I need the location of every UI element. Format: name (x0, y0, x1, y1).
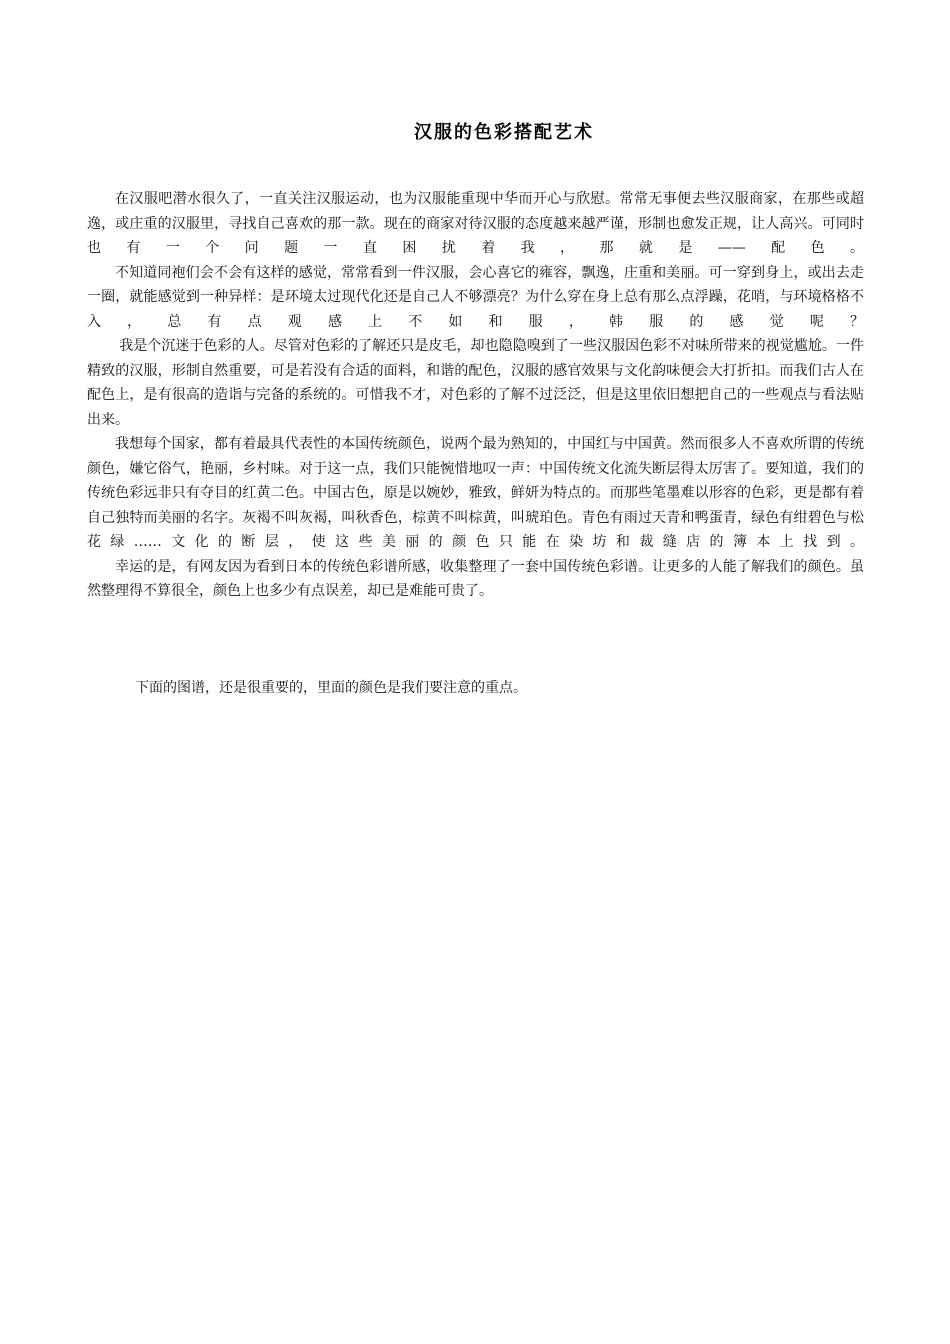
paragraph-3: 我是个沉迷于色彩的人。尽管对色彩的了解还只是皮毛，却也隐隐嗅到了一些汉服因色彩不对味所带来的视觉尴尬。一件精致的汉服，形制自然重要，可是若没有合适的面料，和谐的配色，汉服的感官效果与文化韵味便会大打折扣。而我们古人在配色上，是有很高的造诣与完备的系统的。可惜我不才，对色彩的了解不过泛泛，但是这里依旧想把自己的一些观点与看法贴出来。 (87, 338, 864, 428)
paragraph-4: 我想每个国家，都有着最具代表性的本国传统颜色，说两个最为熟知的，中国红与中国黄。然而很多人不喜欢所谓的传统颜色，嫌它俗气，艳丽，乡村味。对于这一点，我们只能惋惜地叹一声：中国传统文化流失断层得太厉害了。要知道，我们的传统色彩远非只有夺目的红黄二色。中国古色，原是以婉妙，雅致，鲜妍为特点的。而那些笔墨难以形容的色彩，更是都有着自己独特而美丽的名字。灰褐不叫灰褐，叫秋香色，棕黄不叫棕黄，叫琥珀色。青色有雨过天青和鸭蛋青，绿色有绀碧色与松花绿……文化的断层，使这些美丽的颜色只能在染坊和裁缝店的簿本上找到。 (87, 436, 864, 550)
document-title: 汉服的色彩搭配艺术 (414, 122, 594, 143)
paragraph-5: 幸运的是，有网友因为看到日本的传统色彩谱所感，收集整理了一套中国传统色彩谱。让更多的人能了解我们的颜色。虽然整理得不算很全，颜色上也多少有点误差，却已是难能可贵了。 (87, 558, 864, 599)
chart-note: 下面的图谱，还是很重要的，里面的颜色是我们要注意的重点。 (135, 680, 527, 696)
paragraph-2: 不知道同袍们会不会有这样的感觉，常常看到一件汉服，会心喜它的雍容，飘逸，庄重和美丽。可一穿到身上，或出去走一圈，就能感觉到一种异样：是环境太过现代化还是自己人不够漂亮？为什么穿在身上总有那么点浮躁，花哨，与环境格格不入，总有点观感上不如和服，韩服的感觉呢？ (87, 264, 864, 330)
paragraph-1: 在汉服吧潜水很久了，一直关注汉服运动，也为汉服能重现中华而开心与欣慰。常常无事便去些汉服商家，在那些或超逸，或庄重的汉服里，寻找自己喜欢的那一款。现在的商家对待汉服的态度越来越严谨，形制也愈发正规，让人高兴。可同时也有一个问题一直困扰着我，那就是——配色。 (87, 191, 864, 256)
article-body (87, 187, 864, 604)
